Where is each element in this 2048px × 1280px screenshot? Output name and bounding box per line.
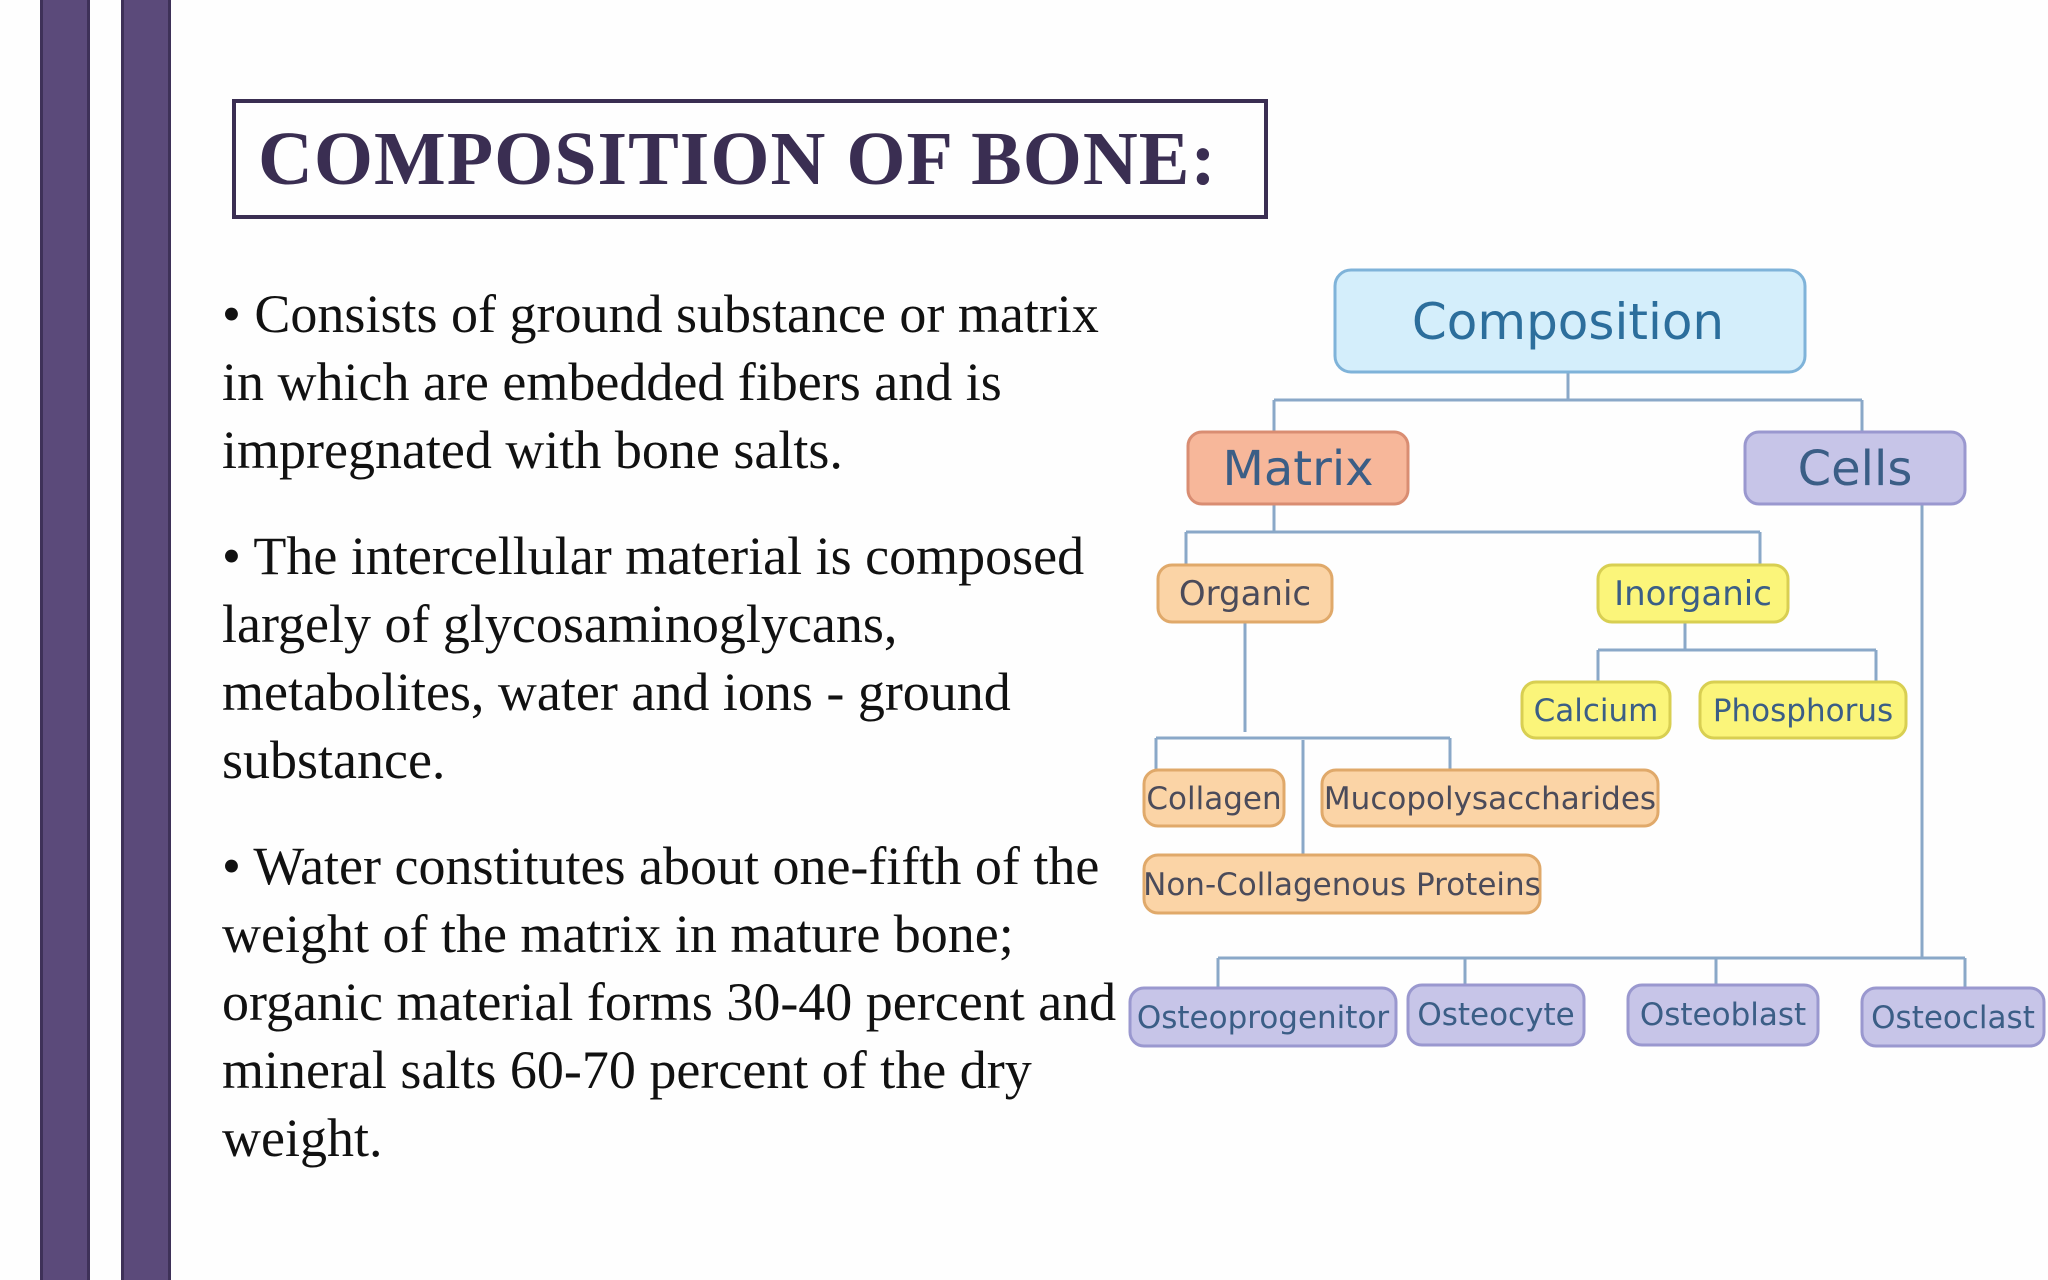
node-cells-label: Cells — [1797, 441, 1913, 497]
node-composition-label: Composition — [1411, 293, 1725, 351]
node-osteoprogenitor-label: Osteoprogenitor — [1136, 1000, 1390, 1036]
bullet-item: • Consists of ground substance or matrix in which are embedded fibers and is impregnated with bone salts. — [222, 284, 1099, 480]
bone-composition-diagram — [1120, 250, 2048, 1100]
node-osteoprogenitor — [1130, 988, 1396, 1046]
node-osteoclast — [1862, 988, 2044, 1046]
node-osteoblast — [1628, 985, 1818, 1045]
node-mucopolysaccharides-label: Mucopolysaccharides — [1323, 781, 1657, 817]
node-collagen-label: Collagen — [1146, 781, 1282, 817]
node-non-collagenous-proteins — [1143, 855, 1541, 913]
node-matrix-label: Matrix — [1222, 441, 1374, 497]
node-mucopolysaccharides — [1322, 770, 1658, 826]
bullet-list — [222, 280, 1152, 1210]
node-inorganic — [1598, 565, 1788, 622]
node-matrix — [1188, 432, 1408, 504]
node-cells — [1745, 432, 1965, 504]
right-decorative-bar — [121, 0, 171, 1280]
node-non-collagenous-proteins-label: Non-Collagenous Proteins — [1143, 867, 1541, 903]
node-calcium-label: Calcium — [1533, 693, 1659, 729]
node-inorganic-label: Inorganic — [1614, 574, 1772, 614]
node-phosphorus — [1700, 682, 1906, 738]
node-composition — [1335, 270, 1805, 372]
node-osteocyte — [1408, 985, 1584, 1045]
slide-title-box — [232, 99, 1268, 219]
bullet-item: • Water constitutes about one-fifth of the weight of the matrix in mature bone; organic material forms 30-40 percent and mineral salts 60-70 percent of the dry weight. — [222, 836, 1117, 1168]
diagram-svg — [1120, 250, 2048, 1100]
node-phosphorus-label: Phosphorus — [1712, 693, 1894, 729]
bullet-item: • The intercellular material is composed largely of glycosaminoglycans, metabolites, water and ions - ground substance. — [222, 526, 1085, 790]
node-osteoblast-label: Osteoblast — [1639, 997, 1807, 1033]
node-osteoclast-label: Osteoclast — [1871, 1000, 2035, 1036]
node-collagen — [1144, 770, 1284, 826]
node-organic — [1158, 565, 1332, 622]
node-calcium — [1522, 682, 1670, 738]
left-decorative-bar — [40, 0, 90, 1280]
slide-title: COMPOSITION OF BONE: — [258, 116, 1217, 201]
node-osteocyte-label: Osteocyte — [1417, 997, 1575, 1033]
node-organic-label: Organic — [1178, 574, 1312, 614]
